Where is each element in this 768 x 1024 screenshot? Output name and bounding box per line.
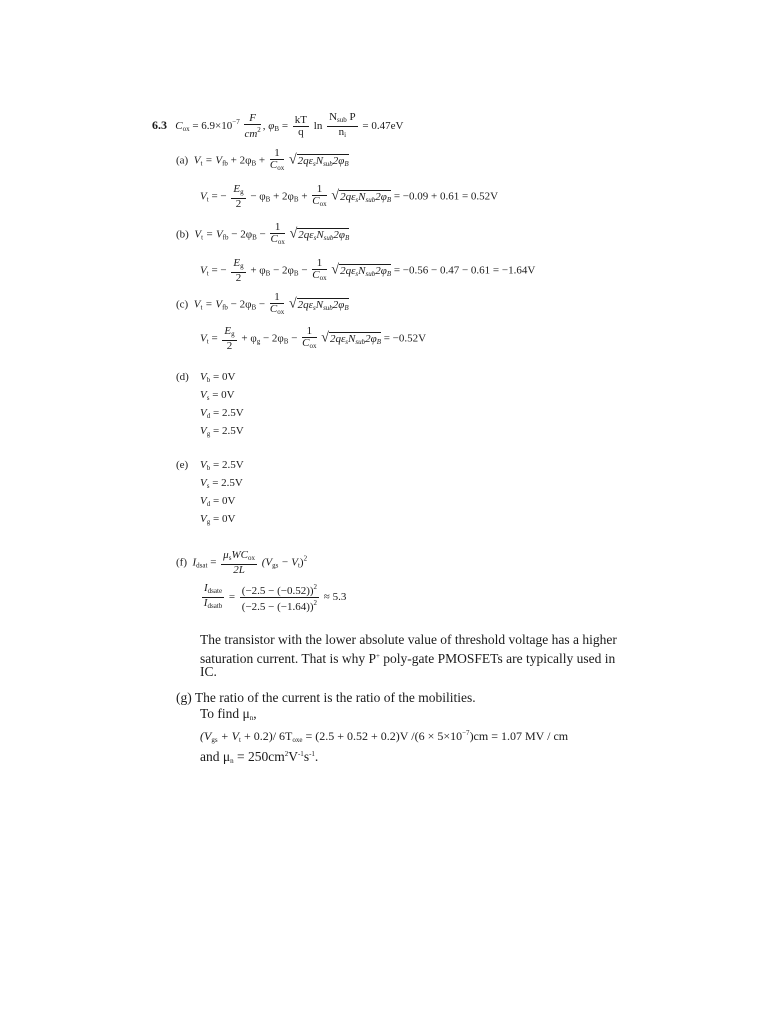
part-d-row-1	[200, 388, 235, 405]
phiB-result: = 0.47eV	[359, 120, 404, 133]
eq-mid: = (2.5 + 0.52 + 0.2)V /(6 × 5×10	[302, 729, 463, 743]
part-d-row-0	[200, 370, 235, 387]
mu: μ	[223, 549, 229, 561]
mu-fraction	[221, 550, 257, 576]
sqrt-symbol-c: √	[288, 296, 297, 312]
phi-sub: B	[251, 159, 257, 168]
vt2-symbol: V	[200, 190, 207, 203]
rad-phi: 2φ	[332, 154, 345, 167]
part-b-label: (b)	[176, 228, 189, 241]
eg-sub: g	[240, 188, 244, 196]
f-eq: =	[207, 556, 220, 569]
sqrt-symbol-b: √	[289, 226, 298, 242]
plus-phi-b: + φ	[247, 264, 266, 277]
phi2-sub: B	[265, 195, 271, 204]
part-b-result: = −0.56 − 0.47 − 0.61 = −1.64V	[391, 264, 536, 277]
part-d-label: (d)	[176, 371, 189, 383]
part-b-line2: $V_t$ = − $\frac{E_g}{2}$ + $\varphi_B - 2\varphi_B$ − $\frac{1}{C_{ox}}$ $√2q\varepsilon_sN_{sub}2\varphi_B = -0.56 - 0.47 - 0.61 = -1.64V$	[200, 257, 536, 284]
one-over-cox	[270, 148, 284, 174]
mu-sub: s	[228, 554, 232, 562]
F-den-exp: 2	[257, 126, 261, 134]
phiB-sub: B	[274, 125, 280, 134]
cox: C	[269, 159, 278, 171]
rad-phi-sub: B	[344, 159, 349, 168]
ratio-eq: =	[226, 591, 238, 604]
r-num: (−2.5 − (−0.52))	[241, 585, 314, 597]
vt-symbol: V	[193, 154, 201, 167]
e-sym-0: V	[200, 459, 207, 471]
phi3-sub: B	[293, 195, 299, 204]
part-e-row-3	[200, 512, 235, 529]
part-d-row-3	[200, 424, 244, 441]
d-val-2: = 2.5V	[210, 407, 244, 419]
eq-t: t	[239, 736, 241, 744]
sqrt-body	[297, 154, 349, 167]
part-a-line2	[200, 184, 498, 210]
ratio-den-sub: dsatb	[207, 602, 223, 610]
eq-minus-b: = −	[208, 264, 227, 277]
idsat: I	[192, 556, 197, 569]
final-end: .	[314, 749, 319, 764]
minus-c2: −	[288, 332, 301, 345]
vfb-sub: fb	[222, 159, 228, 168]
e-sym-1: V	[200, 477, 207, 489]
eg-fraction-c: $\frac{E_g}{2}$	[224, 325, 235, 352]
minus-2phi-b: − 2φ	[228, 228, 253, 241]
minus-c: −	[256, 298, 268, 311]
part-g-find: To find μ	[200, 706, 250, 721]
part-g-text: The ratio of the current is the ratio of the mobilities.	[191, 690, 476, 705]
vt-b2: V	[200, 264, 207, 277]
e-val-3: = 0V	[210, 513, 236, 525]
final-sub: n	[230, 757, 234, 765]
phiB-symbol: φ	[268, 120, 275, 133]
d-val-1: = 0V	[209, 389, 235, 401]
final-b: = 250cm	[233, 749, 285, 764]
eq-end: )cm = 1.07 MV / cm	[469, 729, 569, 743]
conclusion-line2b: poly-gate PMOSFETs are typically used in	[379, 651, 616, 666]
part-e-row-1	[200, 476, 243, 493]
final-c: V	[288, 749, 298, 764]
minus-2phi-c2: − 2φ	[260, 332, 284, 345]
sqrt-symbol-b2: √	[331, 262, 340, 278]
ratio-approx: ≈ 5.3	[321, 591, 347, 604]
header-eq2: =	[279, 120, 291, 133]
conclusion-sup: +	[375, 652, 380, 660]
kT-fraction	[293, 115, 309, 138]
vt-c: V	[193, 298, 201, 311]
part-g-line1	[176, 690, 476, 706]
part-b-line1	[176, 222, 349, 248]
part-e-label-row	[176, 458, 188, 472]
eq-c: =	[208, 332, 221, 345]
wc: WC	[231, 549, 248, 561]
r-den: (−2.5 − (−1.64))	[241, 601, 314, 613]
cox-sub: ox	[182, 125, 190, 134]
two-L: 2L	[233, 564, 245, 576]
d-sub-3: g	[206, 430, 211, 438]
part-c-line2: $V_t$ = $\frac{E_g}{2}$ + $\varphi_g - 2\varphi_B$ − $\frac{1}{C_{ox}}$ $√2q\varepsilon_sN_{sub}2\varphi_B = -0.52V$	[200, 325, 427, 352]
wc-sub: ox	[247, 554, 255, 562]
part-g-label: (g)	[176, 690, 192, 705]
eq-oxe: oxe	[292, 736, 303, 744]
eq-rest: + 0.2)/ 6T	[240, 729, 293, 743]
final-d: s	[303, 749, 310, 764]
sqrt-body-b2: $2q\varepsilon_sN_{sub}2\varphi_B$	[340, 264, 392, 278]
e-sub-2: d	[206, 500, 211, 508]
part-c-line1: (c) $V_t = V_{fb} - 2\varphi_B$ − $\frac{1}{C_{ox}}$ $√2q\varepsilon_sN_{sub}2\varphi_B$	[176, 291, 349, 316]
paren-gs: gs	[272, 561, 279, 570]
part-a-line1	[176, 148, 349, 174]
part-e-row-0	[200, 458, 244, 475]
vt-b-sub: t	[201, 233, 204, 242]
eg-fraction	[231, 184, 245, 210]
part-f-ratio	[200, 582, 346, 613]
n-sub: i	[344, 131, 347, 139]
cox-value: = 6.9×10	[189, 120, 233, 133]
one: 1	[270, 148, 284, 160]
conclusion-line3: IC.	[200, 664, 217, 679]
ln-text: ln	[311, 120, 326, 133]
value-ratio: $\frac{(-2.5 - (-0.52))^2}{(-2.5 - (-1.64))^2}$	[241, 583, 318, 613]
final-e2: -1	[297, 750, 304, 758]
N-sub: sub	[337, 116, 347, 124]
minus-2phi-c: − 2φ	[227, 298, 252, 311]
part-a-label: (a)	[176, 154, 189, 167]
part-e-row-2	[200, 494, 235, 511]
cox-exp: −7	[232, 118, 240, 127]
minus-b2: −	[298, 264, 311, 277]
paren-sq: 2	[303, 554, 308, 563]
plus-2phi: + 2φ	[270, 190, 294, 203]
e-val-2: = 0V	[210, 495, 236, 507]
one-over-cox-b: $\frac{1}{C_{ox}}$	[270, 221, 285, 246]
e-sub-3: g	[206, 518, 211, 526]
one-over-cox-2: $\frac{1}{C_{ox}}$	[312, 183, 327, 208]
part-c-result: = −0.52V	[380, 332, 427, 345]
sqrt-symbol-c2: √	[321, 330, 329, 346]
e-val-0: = 2.5V	[210, 459, 244, 471]
vfb-b: = V	[203, 228, 223, 241]
paren-t: t	[297, 561, 300, 570]
part-g-find-end: ,	[253, 706, 257, 721]
eq-minus: = −	[208, 190, 227, 203]
part-c-label: (c)	[176, 298, 189, 311]
final-a: and μ	[200, 749, 231, 764]
vt-b-symbol: V	[194, 228, 202, 241]
cox-symbol: C	[175, 120, 183, 133]
conclusion-line2	[200, 648, 615, 667]
N-P: P	[346, 111, 356, 123]
sqrt-symbol: √	[288, 152, 297, 168]
d-sub-1: s	[206, 394, 210, 402]
part-g-find-sub: n	[249, 714, 254, 722]
phi-b-sub: B	[252, 233, 257, 242]
d-sym-3: V	[200, 425, 207, 437]
part-d-label-row	[176, 370, 189, 384]
F-fraction	[244, 113, 260, 140]
plus-phi-c: + φ	[238, 332, 257, 345]
d-sub-2: d	[206, 412, 211, 420]
sqrt-body-b: $2q\varepsilon_sN_{sub}2\varphi_B$	[298, 228, 350, 242]
paren-open: (V	[261, 556, 273, 569]
one-over-cox-c: $\frac{1}{C_{ox}}$	[269, 291, 285, 316]
eg-fraction-b: $\frac{E_g}{2}$	[233, 257, 244, 284]
eq-vt: + V	[217, 729, 239, 743]
N-num: N	[329, 111, 338, 123]
n-den: n	[338, 126, 345, 138]
plus: +	[256, 154, 268, 167]
eq-open: (V	[200, 729, 212, 743]
rad-body: 2qε	[297, 154, 313, 167]
conclusion-line2a: saturation current. That is why P	[200, 651, 376, 666]
ratio-den: I	[203, 597, 208, 609]
d-sub-0: b	[206, 376, 211, 384]
kT-num: kT	[294, 114, 308, 126]
two: 2	[235, 198, 242, 210]
eq-exp: −7	[462, 729, 470, 737]
e-sym-2: V	[200, 495, 207, 507]
vt-c2: V	[200, 332, 207, 345]
vfb-c: = V	[202, 298, 223, 311]
idsat-sub: dsat	[196, 561, 208, 570]
paren-mid: − V	[278, 556, 298, 569]
problem-header	[152, 112, 403, 141]
minus-2phi-b2: − 2φ	[270, 264, 294, 277]
part-e-label: (e)	[176, 459, 189, 471]
part-g-line2	[200, 706, 257, 726]
plus2: +	[298, 190, 311, 203]
part-g-equation	[200, 726, 568, 747]
sqrt-body-c2: $2q\varepsilon_sN_{sub}2\varphi_B$	[329, 332, 381, 346]
part-g-final	[200, 746, 318, 769]
eq-gs: gs	[211, 736, 218, 744]
cox-sub-a: ox	[277, 164, 285, 172]
sqrt-body-2: $2q\varepsilon_sN_{sub}2\varphi_B$	[340, 190, 392, 204]
F-num: F	[244, 113, 260, 125]
d-val-3: = 2.5V	[210, 425, 244, 437]
sqrt-symbol-2: √	[331, 188, 340, 204]
e-val-1: = 2.5V	[209, 477, 243, 489]
part-a-result: = −0.09 + 0.61 = 0.52V	[391, 190, 499, 203]
kT-den: q	[298, 126, 304, 138]
e-sub-0: b	[206, 464, 211, 472]
one-over-cox-b2: $\frac{1}{C_{ox}}$	[312, 257, 327, 282]
problem-number: 6.3	[152, 118, 167, 133]
d-sym-1: V	[200, 389, 207, 401]
F-den: cm	[244, 128, 258, 140]
header-sep: ,	[262, 120, 269, 133]
ratio-num: I	[204, 582, 208, 594]
vt-sub: t	[200, 159, 203, 168]
ratio-num-sub: dsate	[207, 587, 223, 595]
d-sym-0: V	[200, 371, 207, 383]
one-over-cox-c2: $\frac{1}{C_{ox}}$	[302, 325, 317, 350]
d-sym-2: V	[200, 407, 207, 419]
rad-nsub: sub	[323, 159, 333, 168]
eg: E	[233, 183, 241, 195]
part-f-label: (f)	[176, 556, 187, 569]
rad-s: s	[312, 159, 316, 168]
vt2-sub: t	[206, 195, 209, 204]
sqrt-body-c: $2q\varepsilon_sN_{sub}2\varphi_B$	[297, 298, 349, 312]
final-e1: 2	[284, 750, 289, 758]
minus-b: −	[256, 228, 269, 241]
N-fraction	[327, 112, 358, 141]
vfb-b-sub: fb	[222, 233, 229, 242]
conclusion-line1: The transistor with the lower absolute value of threshold voltage has a higher	[200, 632, 617, 647]
e-sub-1: s	[206, 482, 210, 490]
final-e3: -1	[309, 750, 315, 758]
minus-phi: − φ	[247, 190, 266, 203]
paren-close: )	[299, 556, 304, 569]
phi-term: + 2φ	[227, 154, 252, 167]
vfb-symbol: = V	[202, 154, 223, 167]
e-sym-3: V	[200, 513, 207, 525]
rad-n: N	[315, 154, 324, 167]
d-val-0: = 0V	[210, 371, 236, 383]
part-d-row-2	[200, 406, 244, 423]
part-f-line1	[176, 550, 307, 576]
idsat-ratio	[202, 583, 224, 612]
